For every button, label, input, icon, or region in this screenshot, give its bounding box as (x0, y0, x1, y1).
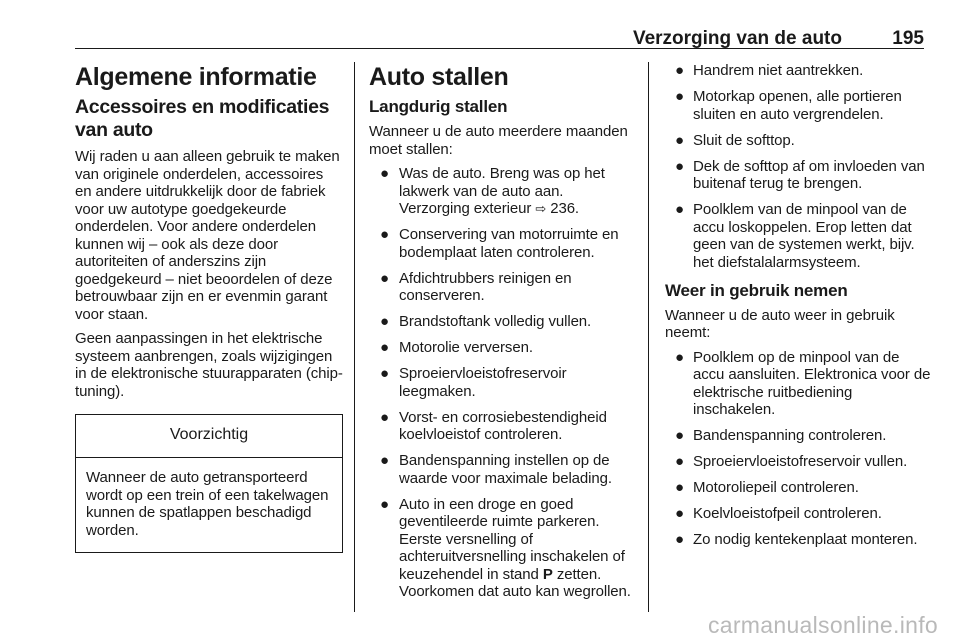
list-item: ● Was de auto. Breng was op het lakwerk van de auto aan. Verzorging exterieur ⇨ 236. (380, 165, 605, 217)
caution-text: Wanneer de auto getransporteerd wordt op een trein of een takelwagen kunnen de spatlappen beschadigd worden. (86, 469, 329, 539)
page-number: 195 (892, 28, 924, 49)
caution-heading: Voorzichtig (76, 415, 342, 458)
storage-intro: Wanneer u de auto meerdere maanden moet stallen: (369, 123, 628, 158)
list-item: ● Zo nodig kentekenplaat monteren. (675, 531, 918, 548)
heading-general-info: Algemene informatie (75, 63, 317, 91)
list-item: ● Motorolie verversen. (380, 339, 533, 356)
caution-box (75, 414, 343, 553)
storage-list-continued (665, 62, 933, 271)
list-item: ● Poolklem op de minpool van de accu aansluiten. Elektronica voor de elektrische ruitbediening inschakelen. (675, 348, 931, 418)
list-item: ● Auto in een droge en goed geventileerde ruimte parkeren. Eerste versnelling of achteruitversnelling inschakelen of keuzehendel in stand P zetten. Voorkomen dat auto kan wegrollen. (380, 495, 631, 600)
page-header (75, 26, 924, 49)
list-item: ● Poolklem van de minpool van de accu loskoppelen. Erop letten dat geen van de systemen werkt, bijv. het diefstalalarmsysteem. (675, 201, 915, 271)
list-item: ● Bandenspanning controleren. (675, 427, 887, 444)
column-storage-continued (665, 62, 933, 557)
page-reference-arrow-icon: ⇨ (535, 201, 547, 216)
column-storing (369, 62, 637, 609)
list-item: ● Dek de softtop af om invloeden van buitenaf terug te brengen. (675, 157, 925, 192)
heading-long-term-storage: Langdurig stallen (369, 97, 508, 116)
list-item: ● Bandenspanning instellen op de waarde voor maximale belading. (380, 452, 612, 487)
list-item: ● Vorst- en corrosiebestendigheid koelvloeistof controleren. (380, 408, 607, 443)
list-item: ● Sproeiervloeistofreservoir vullen. (675, 453, 908, 470)
list-item: ● Motorkap openen, alle portieren sluiten en auto vergrendelen. (675, 88, 902, 123)
heading-storing: Auto stallen (369, 63, 509, 91)
list-item: ● Motoroliepeil controleren. (675, 479, 859, 496)
page-reference: 236. (550, 200, 579, 217)
list-item: ● Sproeiervloeistofreservoir leegmaken. (380, 365, 567, 400)
heading-return-to-service: Weer in gebruik nemen (665, 280, 848, 300)
column-divider (354, 62, 355, 612)
list-item: ● Handrem niet aantrekken. (675, 62, 864, 79)
paragraph-electrical: Geen aanpassingen in het elektrische systeem aanbrengen, zoals wijzigingen in de elektronische stuurapparaten (chip-tuning). (75, 330, 343, 400)
return-intro: Wanneer u de auto weer in gebruik neemt: (665, 306, 895, 341)
section-title: Verzorging van de auto (632, 28, 842, 49)
watermark: carmanualsonline.info (707, 612, 938, 638)
gear-letter: P (542, 565, 553, 583)
list-item: ● Afdichtrubbers reinigen en conserveren. (380, 269, 572, 304)
column-divider (648, 62, 649, 612)
list-item: ● Sluit de softtop. (675, 131, 795, 149)
heading-accessories: Accessoires en modificaties van auto (75, 96, 330, 141)
list-item: ● Conservering van motorruimte en bodemplaat laten controleren. (380, 226, 619, 261)
list-item: ● Koelvloeistofpeil controleren. (675, 505, 882, 522)
column-general-info (75, 62, 343, 553)
list-item: ● Brandstoftank volledig vullen. (380, 313, 592, 330)
paragraph-accessories: Wij raden u aan alleen gebruik te maken van originele onderdelen, accessoires en andere uitdrukkelijk door de fabriek voor uw autotype goedgekeurde onderdelen. Voor andere onderdelen kunnen wij – ook als deze door autoriteiten of anderszins zijn goedgekeurd – niet beoordelen of deze betrouwbaar zijn en er evenmin garant voor staan. (75, 148, 340, 323)
storage-list (369, 165, 637, 601)
return-list (665, 349, 933, 549)
